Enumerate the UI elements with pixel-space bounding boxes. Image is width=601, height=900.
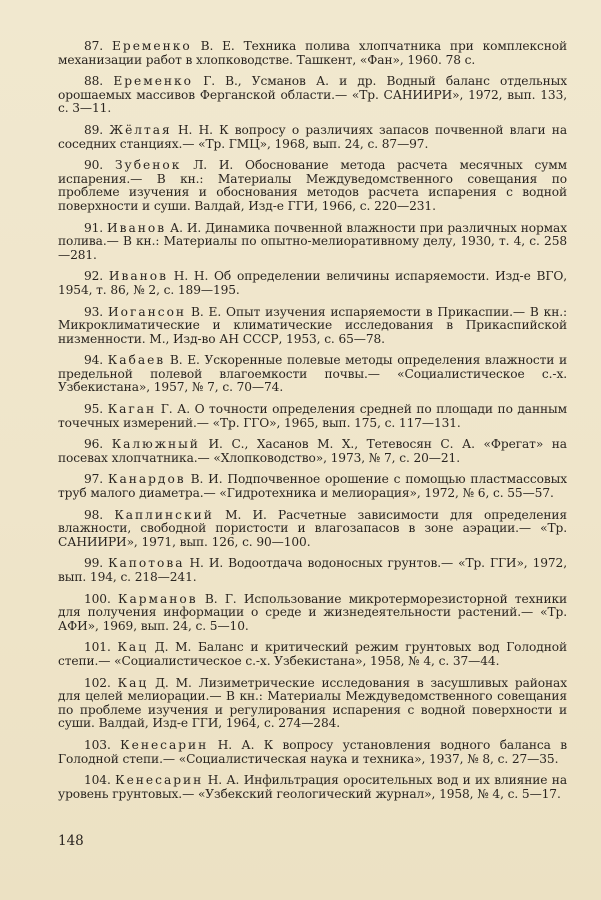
reference-entry xyxy=(58,306,567,347)
reference-text: В. Е. Опыт изучения испаряемости в Прикаспии.— В кн.: Микроклиматические и климатические исследования в Прикаспийской низменности. М., Изд-во АН СССР, 1953, с. 65—78. xyxy=(58,304,568,346)
reference-number: 87. xyxy=(84,39,104,53)
reference-text: Н. Н. Об определении величины испаряемости. Изд-е ВГО, 1954, т. 86, № 2, с. 189—195. xyxy=(58,269,567,297)
reference-text: Н. Н. К вопросу о различиях запасов почвенной влаги на соседних станциях.— «Тр. ГМЦ», 1968, вып. 24, с. 87—97. xyxy=(58,122,567,151)
reference-entry xyxy=(58,438,567,465)
reference-entry xyxy=(58,124,567,151)
reference-author: Кац xyxy=(117,675,149,690)
reference-text: М. И. Расчетные зависимости для определения влажности, свободной пористости и влагозапасов в зоне аэрации.— «Тр. САНИИРИ», 1971, вып. 126, с. 90—100. xyxy=(58,507,567,549)
reference-author: Зубенок xyxy=(114,158,182,173)
reference-author: Жёлтая xyxy=(109,122,172,137)
reference-number: 98. xyxy=(84,507,104,522)
reference-entry xyxy=(58,354,567,395)
reference-author: Кенесарин xyxy=(115,773,204,788)
reference-number: 94. xyxy=(84,353,104,368)
reference-author: Кац xyxy=(117,640,149,655)
reference-entry xyxy=(58,557,567,584)
reference-author: Канардов xyxy=(108,472,186,487)
reference-text: Г. А. О точности определения средней по площади по данным точечных измерений.— «Тр. ГГО», 1965, вып. 175, с. 117—131. xyxy=(58,402,567,430)
reference-text: В. И. Подпочвенное орошение с помощью пластмассовых труб малого диаметра.— «Гидротехника и мелиорация», 1972, № 6, с. 55—57. xyxy=(58,472,567,501)
reference-number: 99. xyxy=(84,556,104,571)
reference-number: 102. xyxy=(84,675,111,690)
reference-entry xyxy=(58,40,567,67)
reference-author: Капотова xyxy=(108,556,185,571)
reference-author: Иогансон xyxy=(108,304,187,319)
reference-text: Н. А. Инфильтрация оросительных вод и их влияние на уровень грунтовых.— «Узбекский геологический журнал», 1958, № 4, с. 5—17. xyxy=(58,773,567,801)
reference-number: 100. xyxy=(84,591,111,606)
reference-entry xyxy=(58,739,567,766)
reference-author: Иванов xyxy=(108,269,168,284)
reference-entry xyxy=(58,677,567,731)
reference-number: 92. xyxy=(84,269,104,284)
reference-number: 88. xyxy=(84,74,104,89)
reference-entry xyxy=(58,270,567,297)
reference-number: 104. xyxy=(84,773,111,788)
reference-number: 95. xyxy=(84,402,104,417)
reference-author: Кенесарин xyxy=(120,737,209,752)
reference-number: 91. xyxy=(84,220,104,235)
reference-number: 103. xyxy=(84,737,111,752)
reference-author: Еременко xyxy=(112,39,192,53)
reference-number: 89. xyxy=(84,122,104,137)
reference-text: В. Е. Ускоренные полевые методы определения влажности и предельной полевой влагоемкости почвы.— «Социалистическое с.-х. Узбекистана», 1957, № 7, с. 70—74. xyxy=(58,353,567,395)
reference-author: Каплинский xyxy=(114,507,214,522)
reference-text: Г. В., Усманов А. и др. Водный баланс отдельных орошаемых массивов Ферганской области.— «Тр. САНИИРИ», 1972, вып. 133, с. 3—11. xyxy=(58,74,567,116)
reference-entry xyxy=(58,509,567,550)
reference-text: Д. М. Лизиметрические исследования в засушливых районах для целей мелиорации.— В кн.: Материалы Междуведомственного совещания по проблеме изучения и регулирования испарения с водной поверхности и суши. Валдай, Изд-е ГГИ, 1964, с. 274—284. xyxy=(58,675,568,731)
reference-text: Н. А. К вопросу установления водного баланса в Голодной степи.— «Социалистическая наука и техника», 1937, № 8, с. 27—35. xyxy=(58,737,567,766)
reference-number: 96. xyxy=(84,437,104,452)
reference-entry xyxy=(58,593,567,634)
reference-text: Н. И. Водоотдача водоносных грунтов.— «Тр. ГГИ», 1972, вып. 194, с. 218—241. xyxy=(58,556,567,584)
reference-number: 101. xyxy=(84,640,111,655)
reference-author: Кабаев xyxy=(107,353,166,368)
reference-text: В. Г. Использование микротерморезисторной техники для получения информации о среде и жизнедеятельности растений.— «Тр. АФИ», 1969, вып. 24, с. 5—10. xyxy=(58,591,568,633)
reference-author: Еременко xyxy=(113,74,193,89)
reference-text: И. С., Хасанов М. Х., Тетевосян С. А. «Фрегат» на посевах хлопчатника.— «Хлопководство», 1973, № 7, с. 20—21. xyxy=(58,437,567,465)
reference-list xyxy=(58,40,567,801)
reference-entry xyxy=(58,75,567,116)
reference-author: Карманов xyxy=(118,591,198,606)
reference-text: Д. М. Баланс и критический режим грунтовых вод Голодной степи.— «Социалистическое с.-х. Узбекистана», 1958, № 4, с. 37—44. xyxy=(58,640,567,668)
reference-number: 90. xyxy=(84,158,104,173)
reference-entry xyxy=(58,774,567,801)
reference-number: 93. xyxy=(84,304,104,319)
reference-author: Иванов xyxy=(107,220,167,235)
reference-entry xyxy=(58,641,567,668)
reference-text: Л. И. Обоснование метода расчета месячных сумм испарения.— В кн.: Материалы Междуведомственного совещания по проблеме изучения и обоснования методов расчета испарения с водной поверхности и суши. Валдай, Изд-е ГГИ, 1966, с. 220—231. xyxy=(58,158,568,213)
reference-entry xyxy=(58,403,567,430)
reference-entry xyxy=(58,473,567,500)
reference-text: А. И. Динамика почвенной влажности при различных нормах полива.— В кн.: Материалы по опытно-мелиоративному делу, 1930, т. 4, с. 258—281. xyxy=(58,220,567,262)
reference-text: В. Е. Техника полива хлопчатника при комплексной механизации работ в хлопководстве. Ташкент, «Фан», 1960. 78 с. xyxy=(58,39,568,67)
reference-author: Каган xyxy=(107,402,157,417)
reference-number: 97. xyxy=(84,472,104,487)
page-number: 148 xyxy=(58,833,84,849)
reference-author: Калюжный xyxy=(111,437,200,452)
reference-entry xyxy=(58,222,567,263)
reference-entry xyxy=(58,159,567,213)
